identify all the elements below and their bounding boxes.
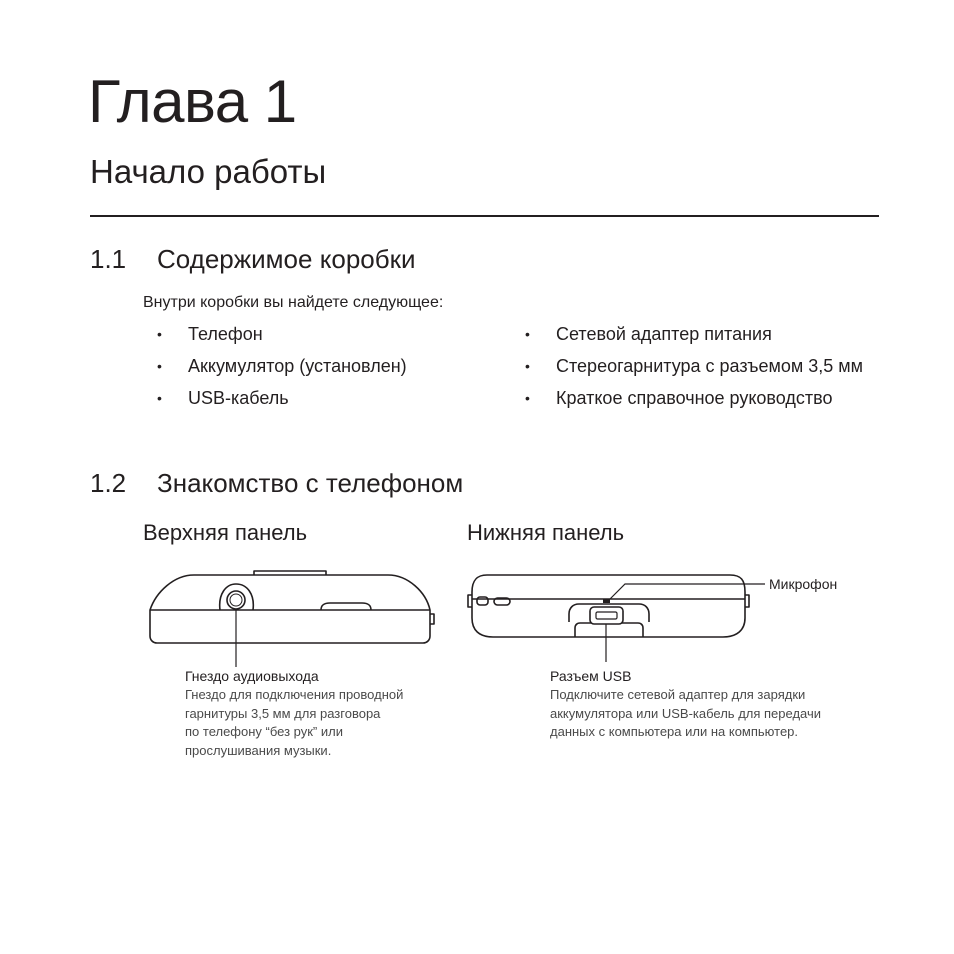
power-button-outline [321,603,371,610]
box-contents-list-left [157,323,487,419]
list-item [525,387,885,419]
microphone-leader-line [610,584,765,599]
chapter-title: Глава 1 [88,68,297,135]
list-item-text: Краткое справочное руководство [556,388,833,408]
section-2-number: 1.2 [90,468,127,498]
phone-body-outline [150,575,430,643]
usb-port-icon [590,607,623,624]
list-item-text: Сетевой адаптер питания [556,324,772,344]
list-item [525,355,885,387]
bullet-icon: • [157,326,162,342]
list-item-text: USB-кабель [188,388,289,408]
bullet-icon: • [525,390,530,406]
box-contents-list-right [525,323,885,419]
audio-jack-callout-title: Гнездо аудиовыхода [185,668,319,684]
phone-bottom-panel-illustration [465,562,765,672]
list-item [525,323,885,355]
list-item-text: Стереогарнитура с разъемом 3,5 мм [556,356,864,376]
microphone-icon [603,599,610,603]
list-item-text: Аккумулятор (установлен) [188,356,407,376]
list-item [157,355,487,387]
section-1-number: 1.1 [90,244,127,274]
title-divider [90,215,879,217]
bullet-icon: • [525,358,530,374]
list-item [157,387,487,419]
top-panel-title: Верхняя панель [143,520,308,545]
section-1-title: Содержимое коробки [157,244,416,274]
section-2-title: Знакомство с телефоном [157,468,464,498]
list-item-text: Телефон [188,324,263,344]
usb-callout-title: Разъем USB [550,668,632,684]
audio-jack-icon [227,591,245,609]
bullet-icon: • [157,390,162,406]
usb-base-outline [575,623,643,637]
box-contents-intro: Внутри коробки вы найдете следующее: [143,294,444,311]
bullet-icon: • [157,358,162,374]
microphone-label: Микрофон [769,576,838,592]
phone-top-panel-illustration [140,562,440,682]
bullet-icon: • [525,326,530,342]
bottom-panel-title: Нижняя панель [467,520,625,545]
chapter-subtitle: Начало работы [90,153,327,190]
usb-callout-desc: Подключите сетевой адаптер для зарядки аккумулятора или USB-кабель для передачи данных с компьютера или на компьютер. [550,687,822,739]
audio-jack-callout-desc: Гнездо для подключения проводной гарнитуры 3,5 мм для разговора по телефону “без рук” или прослушивания музыки. [185,687,404,758]
list-item [157,323,487,355]
